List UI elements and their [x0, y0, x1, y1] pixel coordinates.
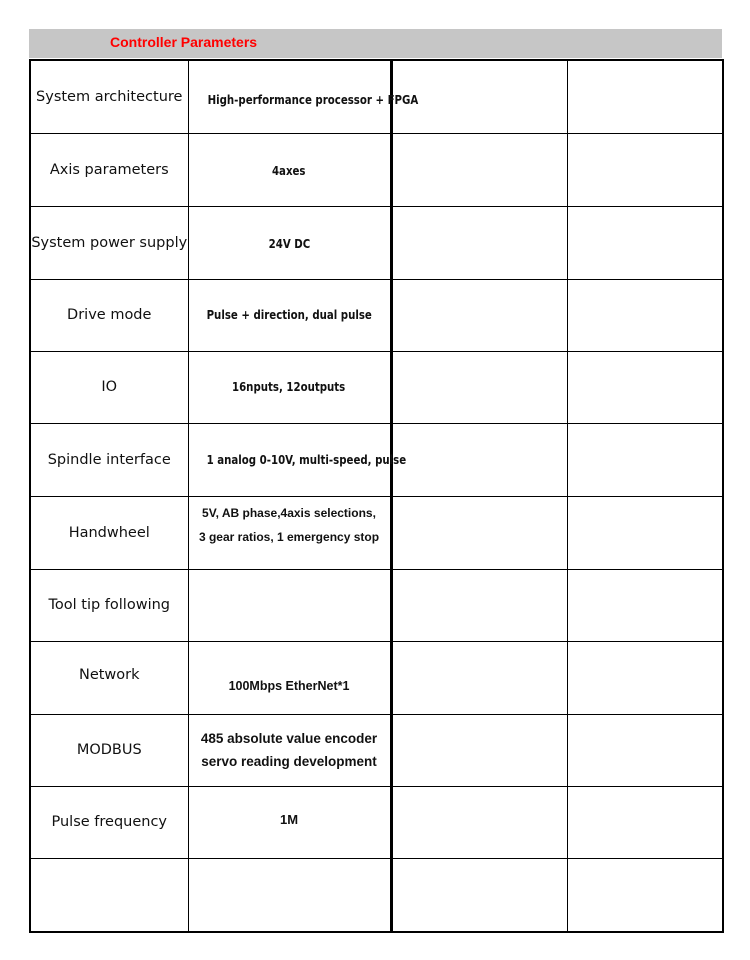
- empty-cell: [391, 133, 567, 206]
- row-label-cell: [30, 641, 188, 714]
- empty-cell: [391, 279, 567, 351]
- row-label: Drive mode: [67, 307, 152, 323]
- row-value: 16nputs, 12outputs: [232, 379, 346, 394]
- empty-cell: [567, 423, 723, 496]
- row-value: Pulse + direction, dual pulse: [206, 307, 372, 322]
- row-value-cell: [188, 206, 391, 279]
- table-row: [30, 133, 723, 206]
- row-label-cell: [30, 786, 188, 858]
- empty-cell: [567, 60, 723, 133]
- empty-cell: [391, 496, 567, 569]
- row-value-cell: [188, 714, 391, 786]
- empty-cell: [391, 714, 567, 786]
- empty-cell: [567, 714, 723, 786]
- row-label: Network: [78, 666, 140, 683]
- row-label-cell: [30, 423, 188, 496]
- row-value-cell: [188, 569, 391, 641]
- row-label: MODBUS: [76, 742, 142, 758]
- row-label-cell: [30, 60, 188, 133]
- empty-cell: [391, 569, 567, 641]
- empty-cell: [567, 641, 723, 714]
- row-value-cell: [188, 60, 418, 133]
- header-bar: [29, 29, 722, 58]
- row-label-cell: [30, 133, 188, 206]
- table-row: [30, 786, 723, 858]
- row-value: [201, 727, 377, 773]
- row-label-cell: [30, 496, 188, 569]
- row-value-cell: [188, 423, 406, 496]
- table-row: [30, 858, 723, 932]
- empty-cell: [391, 858, 567, 932]
- empty-cell: [391, 423, 567, 496]
- row-value-cell: [188, 279, 391, 351]
- row-value-line: servo reading development: [201, 754, 377, 769]
- empty-cell: [567, 133, 723, 206]
- parameters-table: [29, 59, 724, 933]
- table-row: [30, 351, 723, 423]
- empty-cell: [391, 641, 567, 714]
- row-label-cell: [30, 858, 188, 932]
- table-row: [30, 279, 723, 351]
- empty-cell: [567, 206, 723, 279]
- table-row: [30, 423, 723, 496]
- table-row: [30, 206, 723, 279]
- row-value: High-performance processor + FPGA: [207, 93, 418, 107]
- table-row: [30, 496, 723, 569]
- row-value-cell: [188, 858, 391, 932]
- table-row: [30, 714, 723, 786]
- row-label-cell: [30, 279, 188, 351]
- row-value: 100Mbps EtherNet*1: [228, 678, 350, 693]
- row-label-cell: [30, 351, 188, 423]
- row-value: 1M: [279, 811, 299, 827]
- empty-cell: [567, 279, 723, 351]
- row-label: IO: [101, 379, 118, 395]
- table-title: Controller Parameters: [110, 34, 258, 50]
- row-value: 1 analog 0-10V, multi-speed, pulse: [206, 452, 406, 467]
- table-row: [30, 641, 723, 714]
- row-label: System architecture: [36, 88, 183, 105]
- row-label: Axis parameters: [49, 161, 169, 178]
- row-value: 24V DC: [268, 236, 310, 251]
- empty-cell: [567, 858, 723, 932]
- row-value-cell: [188, 641, 391, 714]
- row-label: Pulse frequency: [51, 814, 168, 830]
- row-value: 4axes: [272, 163, 306, 178]
- row-label: System power supply: [31, 234, 188, 251]
- empty-cell: [391, 786, 567, 858]
- row-value-line: 5V, AB phase,4axis selections,: [202, 505, 376, 520]
- row-label: Handwheel: [68, 524, 150, 541]
- table-row: [30, 60, 723, 133]
- row-value-line: 485 absolute value encoder: [200, 731, 378, 746]
- row-label: Spindle interface: [47, 451, 171, 468]
- row-value-cell: [188, 133, 391, 206]
- empty-cell: [567, 786, 723, 858]
- row-value-cell: [188, 496, 391, 569]
- row-value-cell: [188, 786, 391, 858]
- empty-cell: [567, 569, 723, 641]
- row-value: [199, 501, 379, 549]
- row-label: Tool tip following: [48, 597, 170, 613]
- row-label-cell: [30, 206, 188, 279]
- row-value-cell: [188, 351, 391, 423]
- row-label-cell: [30, 569, 188, 641]
- empty-cell: [391, 206, 567, 279]
- row-label-cell: [30, 714, 188, 786]
- row-value-line: 3 gear ratios, 1 emergency stop: [198, 529, 380, 544]
- table-row: [30, 569, 723, 641]
- empty-cell: [567, 496, 723, 569]
- empty-cell: [391, 351, 567, 423]
- empty-cell: [567, 351, 723, 423]
